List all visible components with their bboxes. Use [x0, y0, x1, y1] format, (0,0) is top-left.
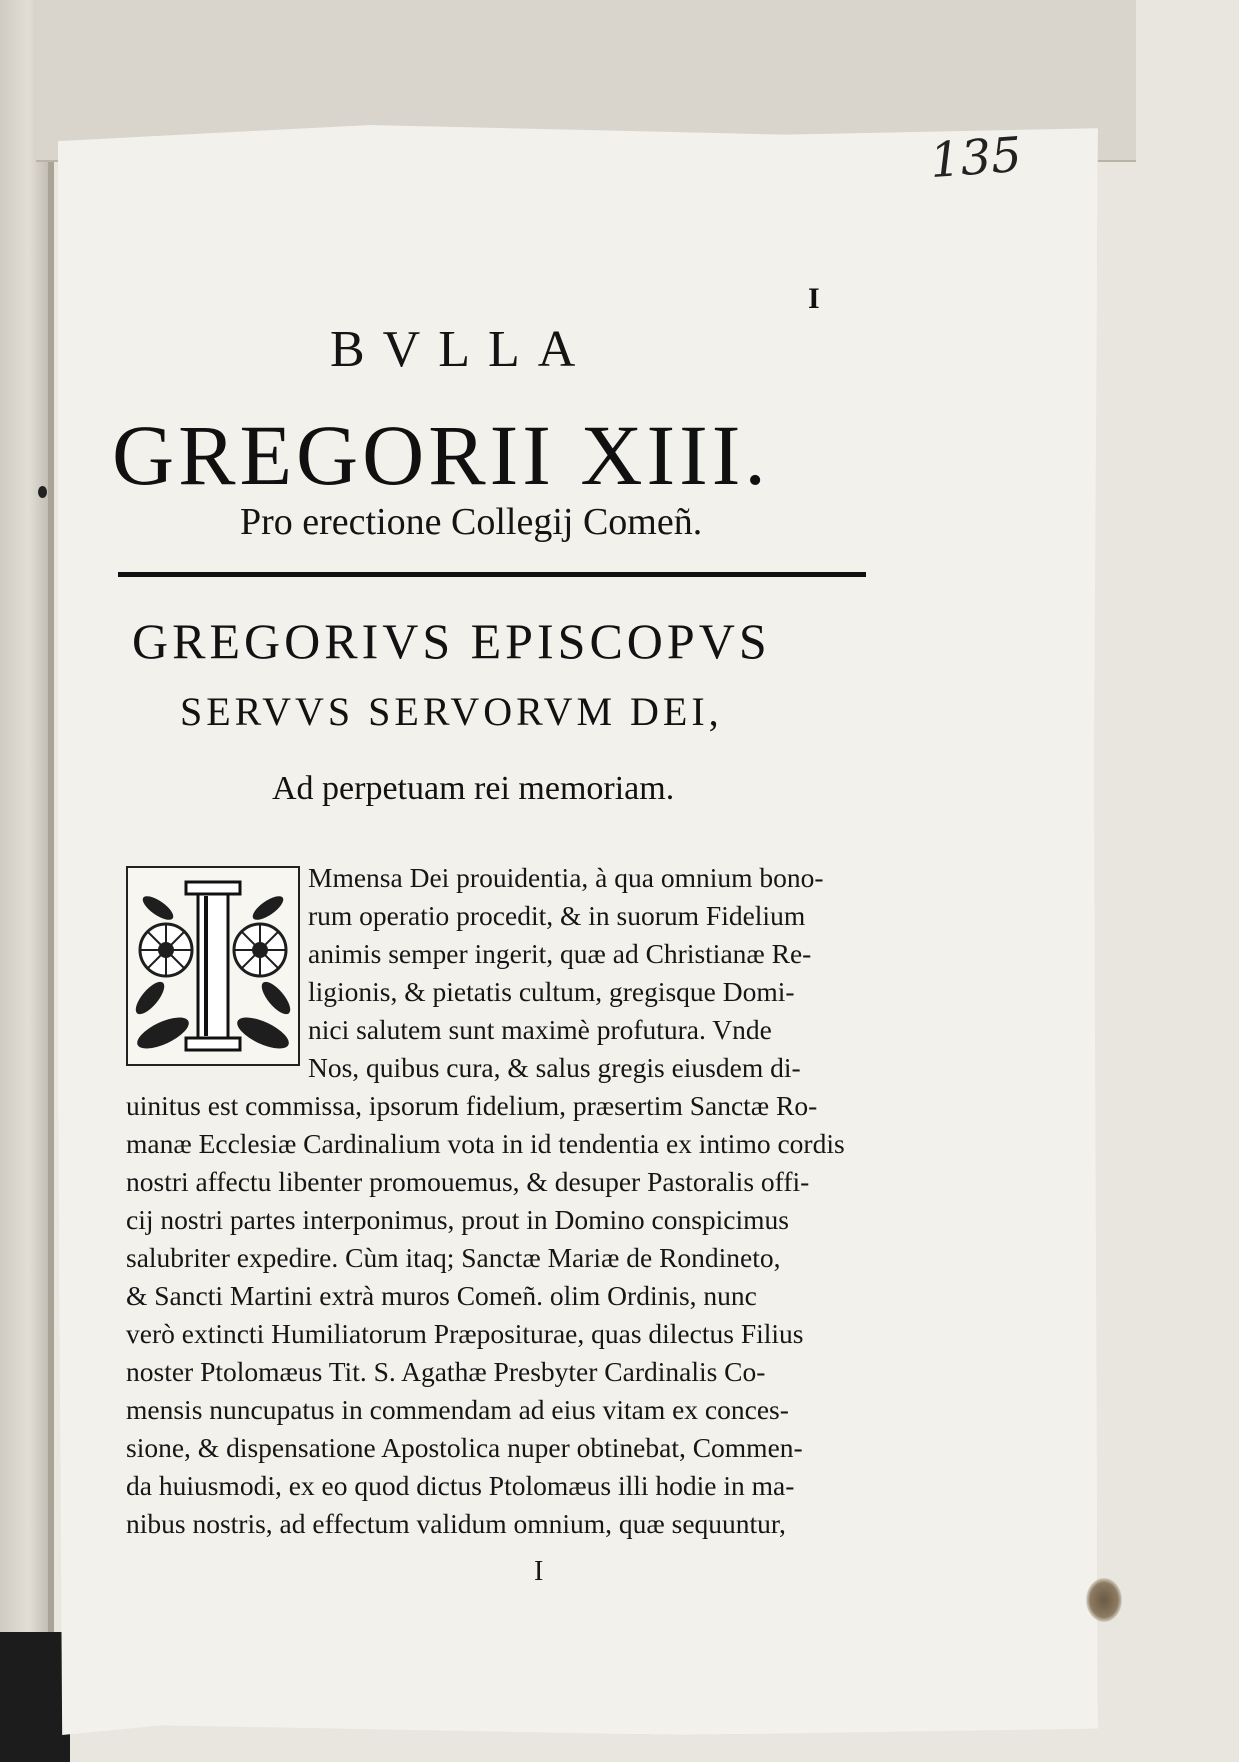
body-line: cij nostri partes interponimus, prout in Domino conspicimus: [126, 1204, 789, 1235]
title-episcopus: GREGORIVS EPISCOPVS: [132, 613, 771, 669]
paper-stain: [1086, 1578, 1122, 1622]
body-line: animis semper ingerit, quæ ad Christianæ Re-: [308, 938, 812, 969]
body-line: salubriter expedire. Cùm itaq; Sanctæ Mariæ de Rondineto,: [126, 1242, 781, 1273]
signature-mark-top: I: [808, 282, 820, 315]
body-line: nibus nostris, ad effectum validum omnium, quæ sequuntur,: [126, 1508, 786, 1539]
title-servus: SERVVS SERVORVM DEI,: [180, 689, 723, 734]
body-line: verò extincti Humiliatorum Præpositurae, quas dilectus Filius: [126, 1318, 804, 1349]
floral-initial-icon: [128, 868, 298, 1064]
handwritten-folio-number: 135: [928, 126, 1024, 190]
heading-subtitle: Pro erectione Collegij Comeñ.: [240, 501, 703, 543]
body-line: nici salutem sunt maximè profutura. Vnde: [308, 1014, 772, 1045]
background-corner: [0, 1632, 70, 1762]
body-line: & Sancti Martini extrà muros Comeñ. olim Ordinis, nunc: [126, 1280, 757, 1311]
heading-pope-name: GREGORII XIII.: [112, 407, 770, 503]
body-line: Nos, quibus cura, & salus gregis eiusdem di-: [308, 1052, 801, 1083]
divider-rule: [118, 572, 866, 577]
decorated-initial-letter: [126, 866, 300, 1066]
title-memoriam: Ad perpetuam rei memoriam.: [272, 770, 675, 807]
binding-edge: [48, 0, 54, 1762]
body-line: da huiusmodi, ex eo quod dictus Ptolomæus illi hodie in ma-: [126, 1470, 795, 1501]
heading-bulla: BVLLA: [330, 321, 594, 378]
body-line: rum operatio procedit, & in suorum Fidelium: [308, 900, 806, 931]
body-line: ligionis, & pietatis cultum, gregisque Domi-: [308, 976, 795, 1007]
signature-mark-bottom: I: [534, 1556, 544, 1587]
book-binding: [0, 0, 52, 1762]
body-line: Mmensa Dei prouidentia, à qua omnium bono-: [308, 862, 824, 893]
body-line: noster Ptolomæus Tit. S. Agathæ Presbyter Cardinalis Co-: [126, 1356, 766, 1387]
body-line: mensis nuncupatus in commendam ad eius vitam ex conces-: [126, 1394, 789, 1425]
ink-dot: [38, 486, 47, 498]
body-line: manæ Ecclesiæ Cardinalium vota in id tendentia ex intimo cordis: [126, 1128, 845, 1159]
body-line: nostri affectu libenter promouemus, & desuper Pastoralis offi-: [126, 1166, 810, 1197]
body-line: uinitus est commissa, ipsorum fidelium, præsertim Sanctæ Ro-: [126, 1090, 818, 1121]
body-line: sione, & dispensatione Apostolica nuper obtinebat, Commen-: [126, 1432, 803, 1463]
